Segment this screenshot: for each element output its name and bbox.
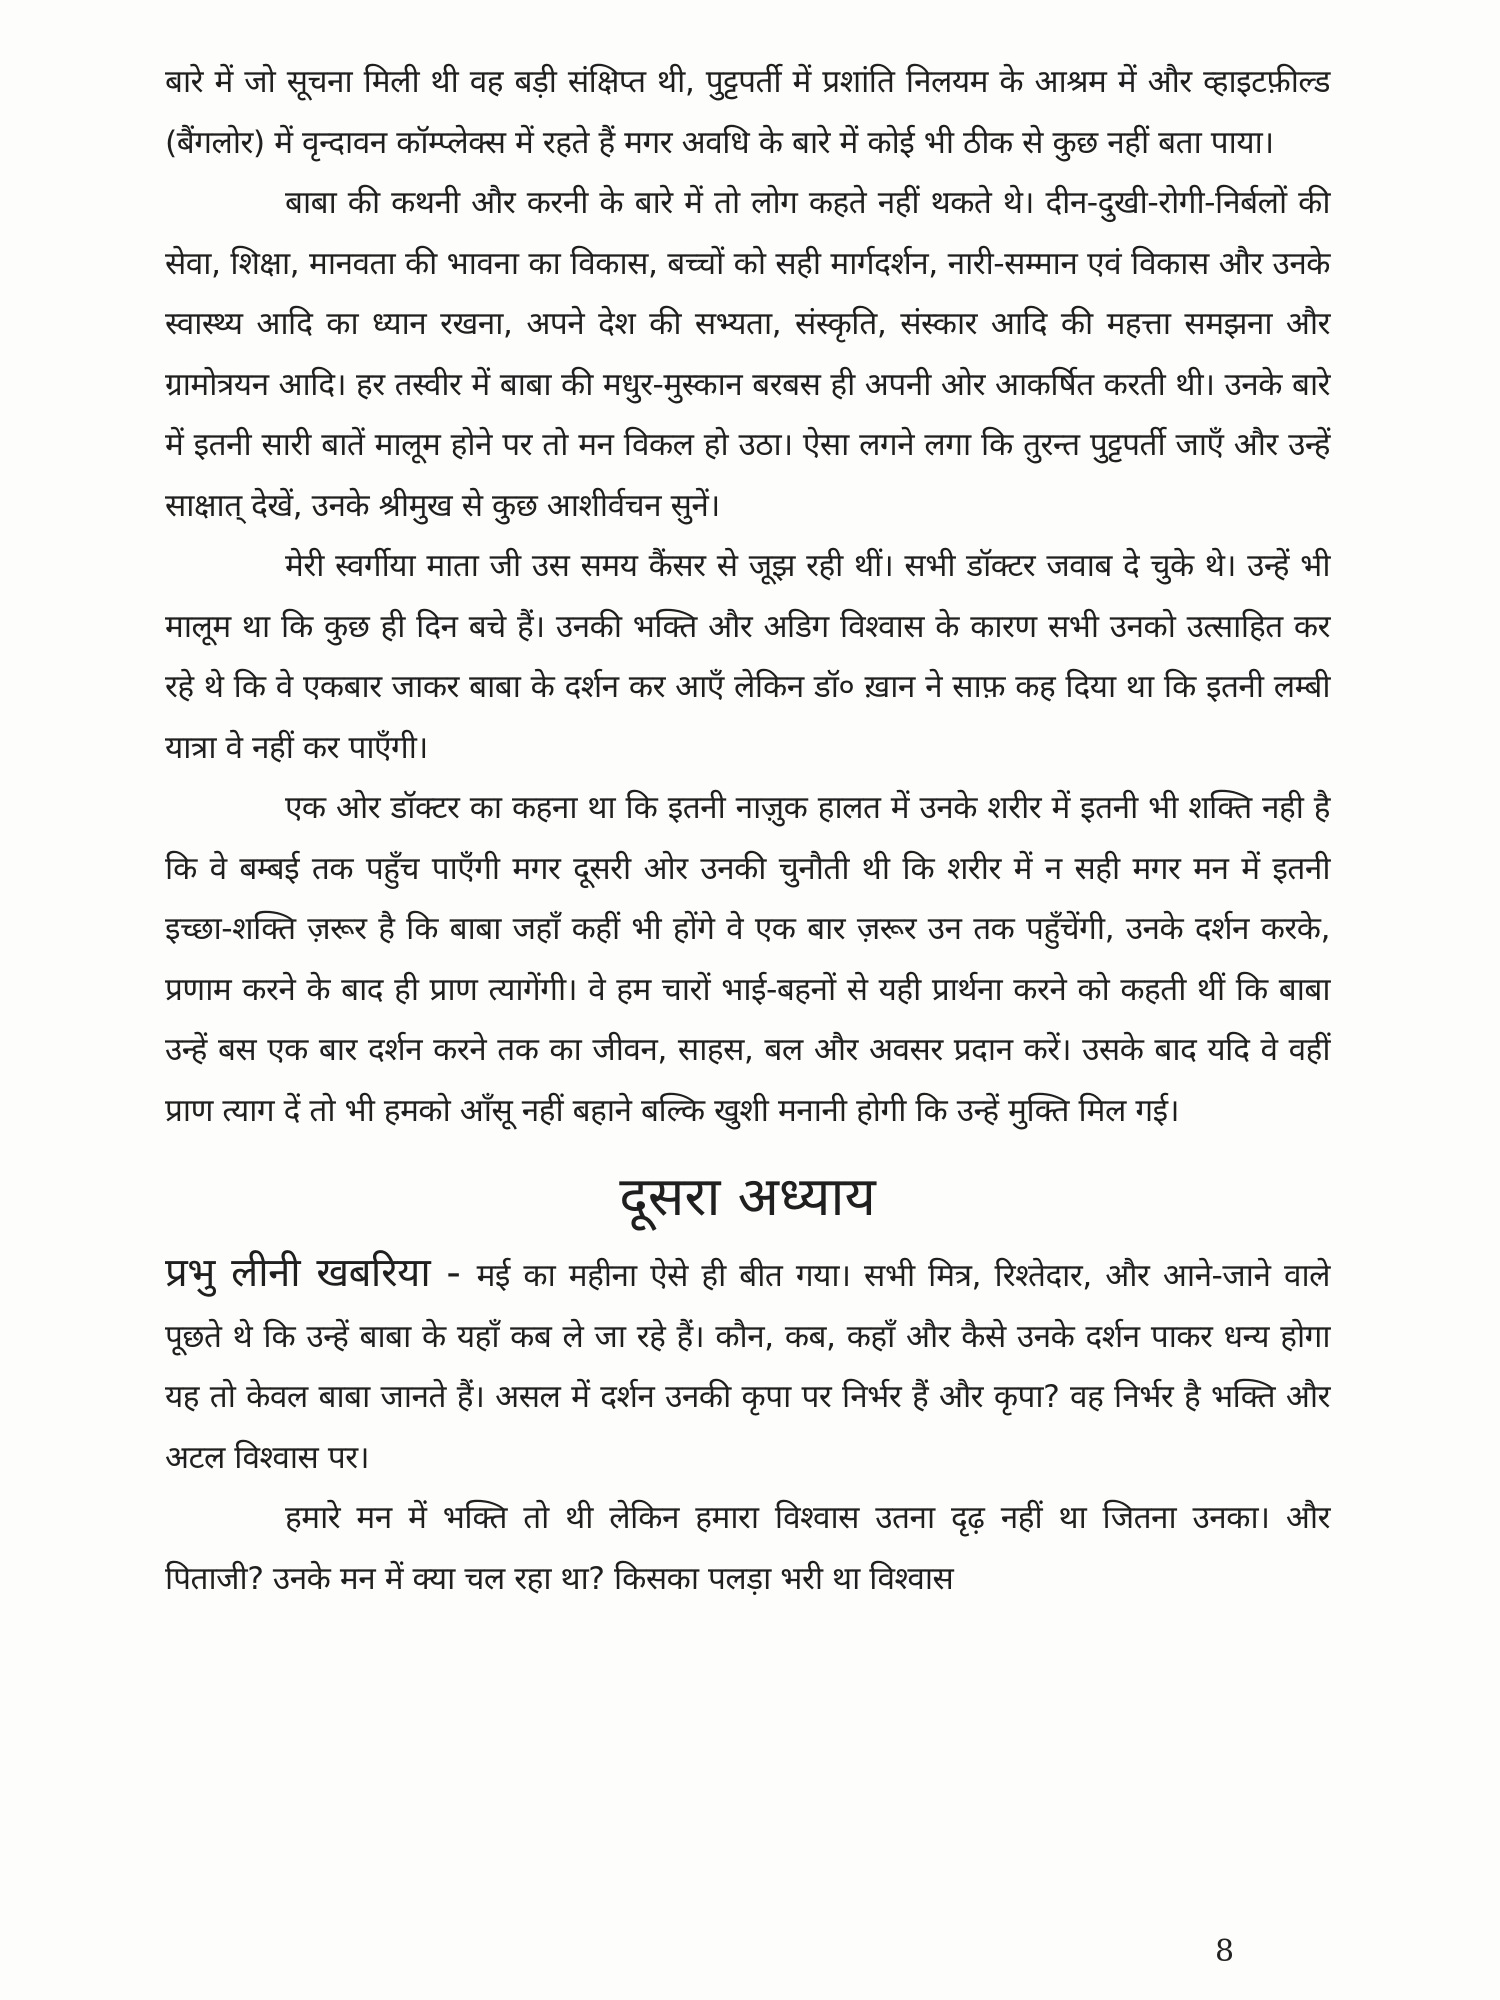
page-number: 8 <box>1215 1934 1235 1969</box>
paragraph-1: बारे में जो सूचना मिली थी वह बड़ी संक्षिप्त थी, पुट्टपर्ती में प्रशांति निलयम के आश्रम में और व्हाइटफ़ील्ड (बैंगलोर) में वृन्दावन कॉम्प्लेक्स में रहते हैं मगर अवधि के बारे में कोई भी ठीक से कुछ नहीं बता पाया। <box>165 64 1330 161</box>
paragraph-3: मेरी स्वर्गीया माता जी उस समय कैंसर से जूझ रही थीं। सभी डॉक्टर जवाब दे चुके थे। उन्हें भी मालूम था कि कुछ ही दिन बचे हैं। उनकी भक्ति और अडिग विश्वास के कारण सभी उनको उत्साहित कर रहे थे कि वे एकबार जाकर बाबा के दर्शन कर आएँ लेकिन डॉ० ख़ान ने साफ़ कह दिया था कि इतनी लम्बी यात्रा वे नहीं कर पाएँगी। <box>165 548 1330 766</box>
page-content <box>165 52 1330 1609</box>
section-text: मई का महीना ऐसे ही बीत गया। सभी मित्र, रिश्तेदार, और आने-जाने वाले पूछते थे कि उन्हें बाबा के यहाँ कब ले जा रहे हैं। कौन, कब, कहाँ और कैसे उनके दर्शन पाकर धन्य होगा यह तो केवल बाबा जानते हैं। असल में दर्शन उनकी कृपा पर निर्भर हैं और कृपा? वह निर्भर है भक्ति और अटल विश्वास पर। <box>165 1258 1330 1476</box>
section-separator: - <box>430 1250 477 1296</box>
paragraph-4: एक ओर डॉक्टर का कहना था कि इतनी नाज़ुक हालत में उनके शरीर में इतनी भी शक्ति नही है कि वे बम्बई तक पहुँच पाएँगी मगर दूसरी ओर उनकी चुनौती थी कि शरीर में न सही मगर मन में इतनी इच्छा-शक्ति ज़रूर है कि बाबा जहाँ कहीं भी होंगे वे एक बार ज़रूर उन तक पहुँचेंगी, उनके दर्शन करके, प्रणाम करने के बाद ही प्राण त्यागेंगी। वे हम चारों भाई-बहनों से यही प्रार्थना करने को कहती थीं कि बाबा उन्हें बस एक बार दर्शन करने तक का जीवन, साहस, बल और अवसर प्रदान करें। उसके बाद यदि वे वहीं प्राण त्याग दें तो भी हमको आँसू नहीं बहाने बल्कि खुशी मनानी होगी कि उन्हें मुक्ति मिल गई। <box>165 790 1330 1129</box>
paragraph-2: बाबा की कथनी और करनी के बारे में तो लोग कहते नहीं थकते थे। दीन-दुखी-रोगी-निर्बलों की सेवा, शिक्षा, मानवता की भावना का विकास, बच्चों को सही मार्गदर्शन, नारी-सम्मान एवं विकास और उनके स्वास्थ्य आदि का ध्यान रखना, अपने देश की सभ्यता, संस्कृति, संस्कार आदि की महत्ता समझना और ग्रामोत्रयन आदि। हर तस्वीर में बाबा की मधुर-मुस्कान बरबस ही अपनी ओर आकर्षित करती थी। उनके बारे में इतनी सारी बातें मालूम होने पर तो मन विकल हो उठा। ऐसा लगने लगा कि तुरन्त पुट्टपर्ती जाएँ और उन्हें साक्षात् देखें, उनके श्रीमुख से कुछ आशीर्वचन सुनें। <box>165 185 1330 524</box>
section-heading: प्रभु लीनी खबरिया <box>165 1250 431 1296</box>
section-paragraph <box>165 1243 1330 1488</box>
chapter-title: दूसरा अध्याय <box>619 1165 876 1228</box>
closing-paragraph: हमारे मन में भक्ति तो थी लेकिन हमारा विश्वास उतना दृढ़ नहीं था जितना उनका। और पिताजी? उनके मन में क्या चल रहा था? किसका पलड़ा भरी था विश्वास <box>165 1500 1330 1597</box>
